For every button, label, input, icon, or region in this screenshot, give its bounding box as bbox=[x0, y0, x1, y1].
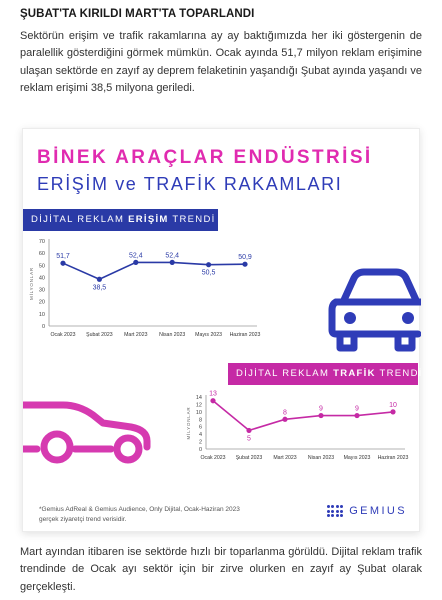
x-tick-label: Şubat 2023 bbox=[86, 332, 113, 338]
data-point bbox=[97, 277, 102, 282]
y-tick-label: 0 bbox=[198, 447, 202, 453]
traffic-line-chart bbox=[173, 387, 418, 467]
y-tick-label: 20 bbox=[38, 299, 45, 306]
y-tick-label: 14 bbox=[195, 395, 202, 401]
data-point bbox=[390, 409, 395, 414]
infographic-card bbox=[22, 128, 423, 532]
article-paragraph-1: Sektörün erişim ve trafik rakamlarına ay ay baktığımızda her iki göstergenin de paralellik gösterdiğini görmek mümkün. Ocak ayında 51,7 milyon reklam erişimine ulaşan sektörde en zayıf ay deprem felaketinin yaşandığı Şubat ayında yaşandı ve reklam erişimi 38,5 milyona geriledi. bbox=[20, 30, 422, 95]
traffic-label-pre: DİJİTAL REKLAM bbox=[236, 368, 334, 379]
data-point bbox=[246, 428, 251, 433]
y-tick-label: 30 bbox=[38, 287, 45, 294]
y-tick-label: 2 bbox=[198, 439, 202, 446]
infographic-subtitle: ERİŞİM ve TRAFİK RAKAMLARI bbox=[37, 174, 343, 194]
traffic-label-post: TRENDİ bbox=[375, 368, 423, 379]
gemius-logo-icon bbox=[327, 505, 344, 517]
y-tick-label: 0 bbox=[41, 324, 45, 330]
data-point bbox=[210, 398, 215, 403]
x-tick-label: Haziran 2023 bbox=[377, 455, 409, 461]
data-point bbox=[206, 262, 211, 267]
data-label: 13 bbox=[209, 390, 217, 398]
data-point bbox=[133, 260, 138, 265]
data-point bbox=[242, 262, 247, 267]
data-label: 51,7 bbox=[56, 253, 70, 261]
car-front-icon bbox=[326, 264, 421, 354]
y-tick-label: 10 bbox=[195, 409, 202, 416]
x-tick-label: Ocak 2023 bbox=[200, 455, 226, 461]
reach-trend-label bbox=[23, 209, 218, 231]
series-line bbox=[213, 401, 393, 431]
x-tick-label: Haziran 2023 bbox=[229, 332, 261, 338]
article-paragraph-2: Mart ayından itibaren ise sektörde hızlı bir toparlanma görüldü. Dijital reklam trafik trendinde de Ocak ayı sektör için bir zirve olurken en zayıf ay Şubat olarak gerçekleşti. bbox=[20, 546, 422, 593]
data-label: 52,4 bbox=[128, 252, 143, 260]
data-label: 50,5 bbox=[201, 269, 216, 277]
x-tick-label: Nisan 2023 bbox=[159, 332, 186, 338]
data-point bbox=[318, 413, 323, 418]
y-tick-label: 10 bbox=[38, 311, 45, 318]
x-tick-label: Mart 2023 bbox=[124, 332, 148, 338]
y-tick-label: 70 bbox=[38, 239, 45, 245]
x-tick-label: Mayıs 2023 bbox=[195, 332, 223, 338]
reach-label-bold: ERİŞİM bbox=[128, 214, 169, 225]
infographic-title: BİNEK ARAÇLAR ENDÜSTRİSİ bbox=[37, 147, 373, 168]
traffic-label-bold: TRAFİK bbox=[333, 368, 376, 379]
x-tick-label: Ocak 2023 bbox=[50, 332, 76, 338]
source-footnote bbox=[39, 505, 240, 524]
x-tick-label: Mart 2023 bbox=[273, 455, 297, 461]
gemius-logo bbox=[327, 505, 407, 517]
x-tick-label: Nisan 2023 bbox=[307, 455, 335, 461]
reach-label-post: TRENDİ bbox=[168, 214, 216, 225]
gemius-brand-text: GEMIUS bbox=[349, 505, 407, 517]
data-label: 10 bbox=[389, 401, 397, 409]
reach-line-chart bbox=[23, 229, 293, 359]
data-label: 50,9 bbox=[238, 254, 252, 262]
footnote-line-1: *Gemius AdReal & Gemius Audience, Only Dijital, Ocak-Haziran 2023 bbox=[39, 506, 240, 513]
traffic-trend-label bbox=[228, 363, 423, 385]
data-point bbox=[170, 260, 175, 265]
article-title: ŞUBAT'TA KIRILDI MART'TA TOPARLANDI bbox=[20, 8, 255, 20]
data-label: 8 bbox=[283, 409, 287, 417]
data-label: 5 bbox=[247, 435, 251, 443]
y-tick-label: 8 bbox=[198, 417, 202, 424]
data-point bbox=[60, 261, 65, 266]
x-tick-label: Şubat 2023 bbox=[235, 455, 263, 461]
data-label: 9 bbox=[319, 405, 323, 413]
y-axis-label: MİLYONLAR bbox=[29, 267, 34, 300]
data-label: 52,4 bbox=[165, 252, 180, 260]
y-tick-label: 6 bbox=[198, 424, 202, 431]
reach-label-pre: DİJİTAL REKLAM bbox=[31, 214, 129, 225]
series-line bbox=[63, 262, 245, 279]
x-tick-label: Mayıs 2023 bbox=[343, 455, 371, 461]
y-tick-label: 4 bbox=[198, 432, 202, 439]
y-tick-label: 50 bbox=[38, 263, 45, 270]
data-label: 38,5 bbox=[92, 284, 107, 292]
footnote-line-2: gerçek ziyaretçi trend verisidir. bbox=[39, 515, 127, 523]
y-axis-label: MİLYONLAR bbox=[186, 406, 191, 440]
data-point bbox=[354, 413, 359, 418]
y-tick-label: 40 bbox=[38, 275, 45, 282]
car-side-icon bbox=[23, 389, 153, 464]
data-point bbox=[282, 417, 287, 422]
y-tick-label: 60 bbox=[38, 251, 45, 258]
y-tick-label: 12 bbox=[195, 402, 202, 409]
data-label: 9 bbox=[355, 405, 359, 413]
